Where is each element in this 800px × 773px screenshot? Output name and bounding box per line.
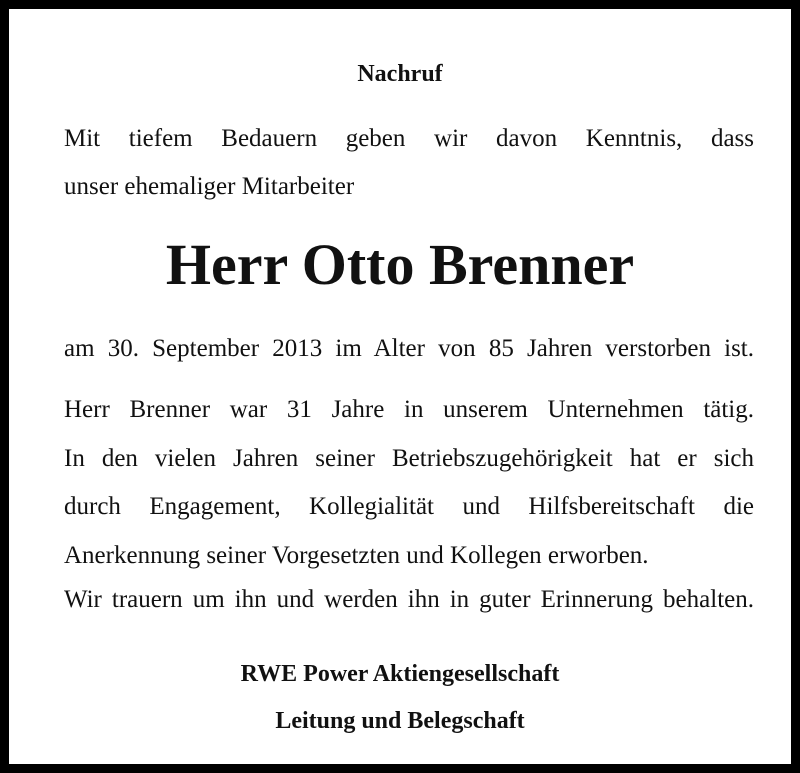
signature-company: RWE Power Aktiengesellschaft (240, 661, 560, 687)
signature-group: Leitung und Belegschaft (275, 708, 525, 734)
body-line: Herr Brenner war 31 Jahre in unserem Unternehmen tätig. (64, 396, 754, 423)
body-paragraph (64, 386, 754, 580)
closing-line: Wir trauern um ihn und werden ihn in guter Erinnerung behalten. (64, 586, 754, 613)
death-line: am 30. September 2013 im Alter von 85 Jahren verstorben ist. (64, 335, 754, 362)
body-line: Anerkennung seiner Vorgesetzten und Kollegen erworben. (64, 541, 649, 569)
deceased-name: Herr Otto Brenner (165, 232, 635, 297)
intro-line-2: unser ehemaliger Mitarbeiter (64, 173, 355, 200)
body-line: In den vielen Jahren seiner Betriebszugehörigkeit hat er sich (64, 444, 754, 472)
body-line: durch Engagement, Kollegialität und Hilfsbereitschaft die (64, 493, 754, 520)
intro-line-1: Mit tiefem Bedauern geben wir davon Kenntnis, dass (64, 125, 754, 152)
notice-heading: Nachruf (357, 61, 443, 87)
